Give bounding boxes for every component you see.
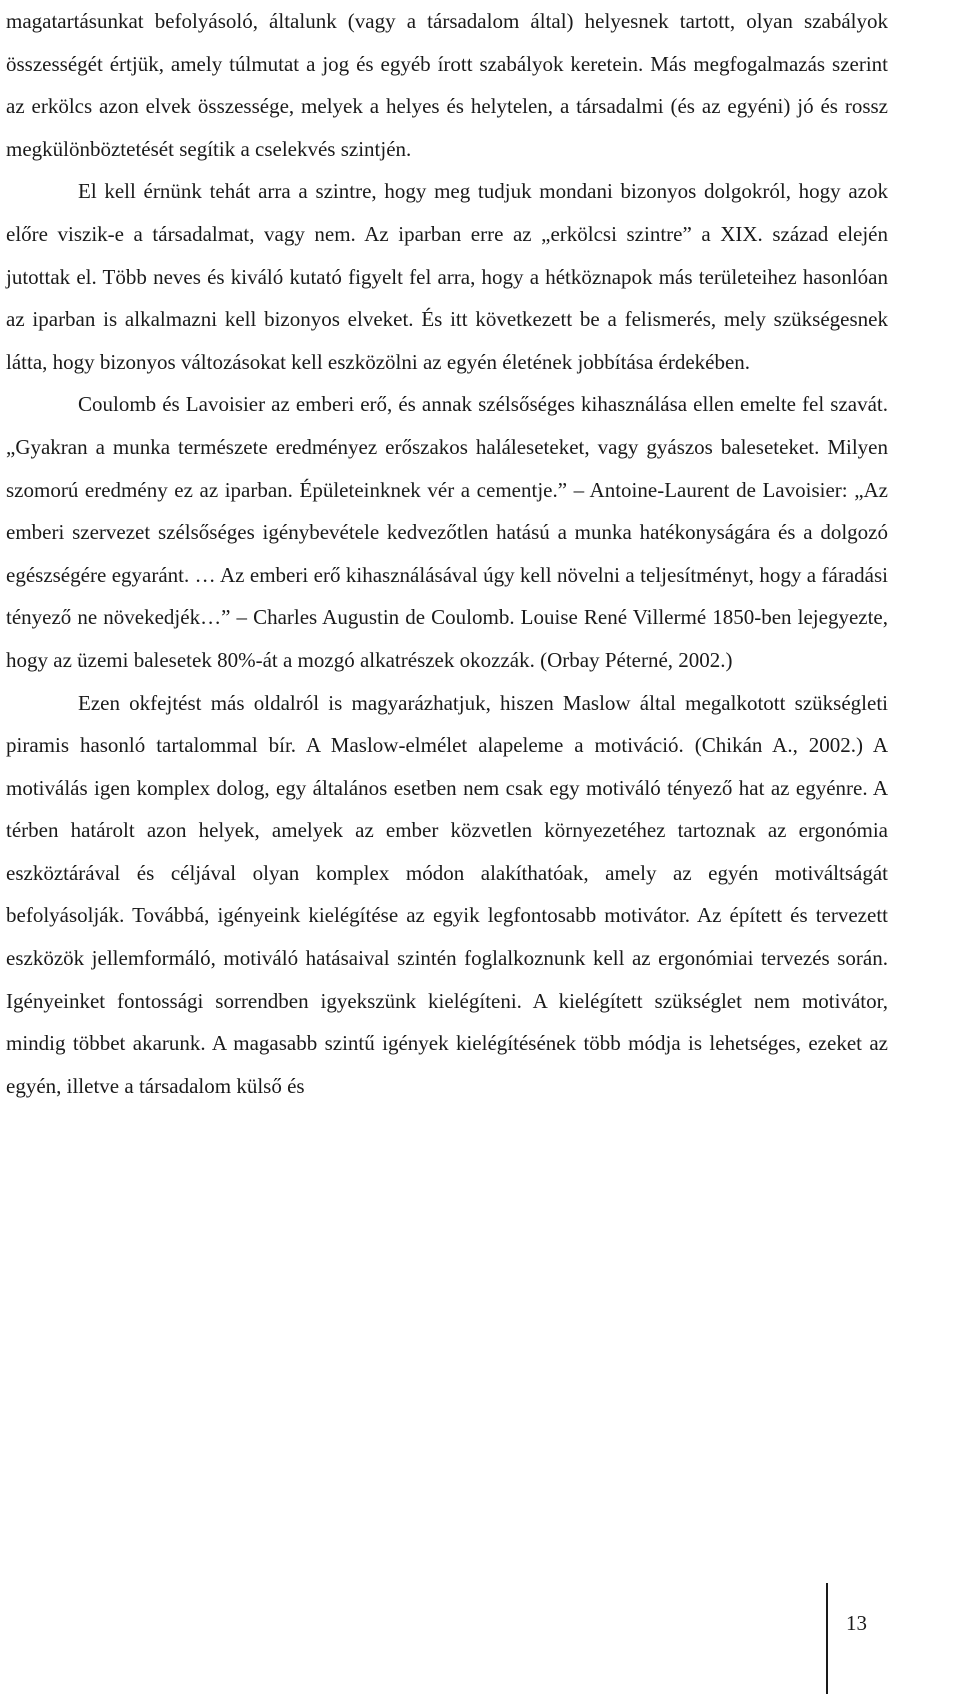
paragraph-2: El kell érnünk tehát arra a szintre, hogy meg tudjuk mondani bizonyos dolgokról, hogy azok előre viszik-e a társadalmat, vagy nem. Az iparban erre az „erkölcsi szintre” a XIX. század elején jutottak el. Több neves és kiváló kutató figyelt fel arra, hogy a hétköznapok más területeihez hasonlóan az iparban is alkalmazni kell bizonyos elveket. És itt következett be a felismerés, mely szükségesnek látta, hogy bizonyos változásokat kell eszközölni az egyén életének jobbítása érdekében. — [6, 179, 888, 374]
page-number: 13 — [846, 1611, 867, 1635]
paragraph-3: Coulomb és Lavoisier az emberi erő, és annak szélsőséges kihasználása ellen emelte fel szavát. „Gyakran a munka természete eredményez erőszakos haláleseteket, vagy gyászos baleseteket. Milyen szomorú eredmény ez az iparban. Épületeinknek vér a cementje.” – Antoine-Laurent de Lavoisier: „Az emberi szervezet szélsőséges igénybevétele kedvezőtlen hatású a munka hatékonyságára és a dolgozó egészségére egyaránt. … Az emberi erő kihasználásával úgy kell növelni a teljesítményt, hogy a fáradási tényező ne növekedjék…” – Charles Augustin de Coulomb. Louise René Villermé 1850-ben lejegyezte, hogy az üzemi balesetek 80%-át a mozgó alkatrészek okozzák. (Orbay Péterné, 2002.) — [6, 392, 888, 672]
document-body — [6, 0, 888, 1107]
paragraph-4: Ezen okfejtést más oldalról is magyarázhatjuk, hiszen Maslow által megalkotott szükségleti piramis hasonló tartalommal bír. A Maslow-elmélet alapeleme a motiváció. (Chikán A., 2002.) A motiválás igen komplex dolog, egy általános esetben nem csak egy motiváló tényező hat az egyénre. A térben határolt azon helyek, amelyek az ember közvetlen környezetéhez tartoznak az ergonómia eszköztárával és céljával olyan komplex módon alakíthatóak, amely az egyén motiváltságát befolyásolják. Továbbá, igényeink kielégítése az egyik legfontosabb motivátor. Az épített és tervezett eszközök jellemformáló, motiváló hatásaival szintén foglalkoznunk kell az ergonómiai tervezés során. Igényeinket fontossági sorrendben igyekszünk kielégíteni. A kielégített szükséglet nem motivátor, mindig többet akarunk. A magasabb szintű igények kielégítésének több módja is lehetséges, ezeket az egyén, illetve a társadalom külső és — [6, 690, 888, 1098]
page-number-divider — [826, 1583, 828, 1694]
paragraph-1: magatartásunkat befolyásoló, általunk (vagy a társadalom által) helyesnek tartott, olyan szabályok összességét értjük, amely túlmutat a jog és egyéb írott szabályok keretein. Más megfogalmazás szerint az erkölcs azon elvek összessége, melyek a helyes és helytelen, a társadalmi (és az egyéni) jó és rossz megkülönböztetését segítik a cselekvés szintjén. — [6, 9, 888, 161]
